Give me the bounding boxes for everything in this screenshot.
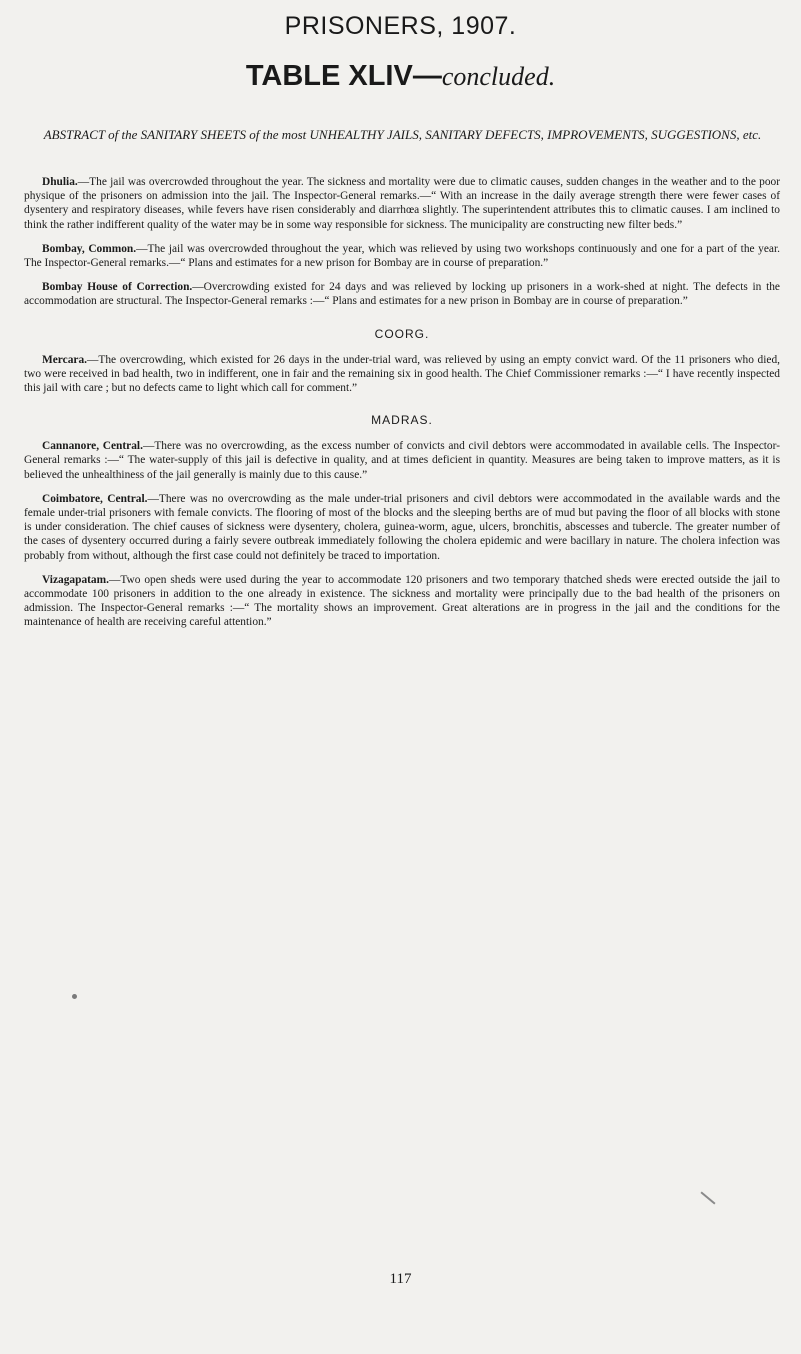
page-number: 117 [389,1271,412,1287]
entry-place: Cannanore, Central. [42,440,143,453]
entry-text: —There was no overcrowding as the male under-trial prisoners and civil debtors were accommodated in the available wards and the female under-trial prisoners with female convicts. The flooring of most of the blocks and the sleeping berths are of mud but paving the floor of all blocks with stone is under consideration. The chief causes of sickness were dysentery, cholera, guinea-worm, ague, ulcers, bronchitis, abscesses and tubercle. The greater number of the cases of dysentery occurred during a fairly severe outbreak immediately following the cholera epidemic and were bacillary in nature. The cholera infection was probably from without, although the first case could not definitely be traced to importation. [24,492,780,562]
table-title [0,60,801,93]
entry-coimbatore [24,492,780,563]
abstract-heading: ABSTRACT of the SANITARY SHEETS of the most UNHEALTHY JAILS, SANITARY DEFECTS, IMPROVEMENTS, SUGGESTIONS, etc. [43,127,762,142]
coorg-entries [24,353,780,396]
running-head: PRISONERS, 1907. [284,12,517,40]
entry-place: Vizagapatam. [42,573,109,586]
entry-text: —The jail was overcrowded throughout the year. The sickness and mortality were due to climatic causes, sudden changes in the weather and to the poor physique of the prisoners on admission into the jail. The Inspector-General remarks.—“ With an increase in the daily average strength there were fewer cases of dysentery and respiratory diseases, while fevers have risen considerably and diarrhœa slightly. The superintendent attributes this to climatic causes. I am inclined to think the rather indifferent quality of the water may be in some way responsible for sickness. The municipality are constructing new filter beds.” [24,176,780,231]
madras-entries [24,439,780,629]
table-title-sub: concluded. [441,62,556,91]
table-title-main: TABLE XLIV— [245,60,442,92]
entry-bombay-house-of-correction [24,280,780,308]
section-heading-coorg: COORG. [374,326,430,341]
entry-mercara [24,353,780,396]
entry-dhulia [24,175,780,232]
entry-place: Coimbatore, Central. [42,492,148,505]
entry-place: Dhulia. [42,176,78,188]
entry-bombay-common [24,242,780,270]
entry-vizagapatam [24,573,780,630]
entry-place: Bombay House of Correction. [42,281,193,294]
ink-spot [72,994,77,999]
stray-mark [700,1191,715,1204]
bombay-entries [24,175,780,309]
document-body [24,175,780,640]
entry-text: —The jail was overcrowded throughout the year, which was relieved by using two workshops continuously and one for a part of the year. The Inspector-General remarks.—“ Plans and estimates for a new prison for Bombay are in course of preparation.” [24,242,780,270]
entry-text: —The overcrowding, which existed for 26 days in the under-trial ward, was relieved by using an empty convict ward. Of the 11 prisoners who died, two were received in bad health, two in indifferent, one in fair and the remaining six in good health. The Chief Commissioner remarks :—“ I have recently inspected this jail with care ; but no defects came to light which call for comment.” [24,353,780,395]
entry-place: Bombay, Common. [42,242,137,255]
entry-place: Mercara. [42,353,88,366]
entry-text: —Overcrowding existed for 24 days and was relieved by locking up prisoners in a work-shed at night. The defects in the accommodation are structural. The Inspector-General remarks :—“ Plans and estimates for a new prison in Bombay are in course of preparation.” [24,281,780,308]
entry-text: —There was no overcrowding, as the excess number of convicts and civil debtors were accommodated in available cells. The Inspector-General remarks :—“ The water-supply of this jail is defective in quality, and at times deficient in quantity. Measures are being taken to improve matters, as it is believed the unhealthiness of the jail generally is mainly due to this cause.” [24,440,780,481]
section-heading-madras: MADRAS. [371,413,433,428]
entry-cannanore [24,439,780,482]
entry-text: —Two open sheds were used during the year to accommodate 120 prisoners and two temporary thatched sheds were erected outside the jail to accommodate 100 prisoners in addition to the one already in existence. The sickness and mortality were principally due to the bad health of the prisoners on admission. The Inspector-General remarks :—“ The mortality shows an improvement. Great alterations are in progress in the jail and the conditions for the maintenance of health are receiving careful attention.” [24,573,780,629]
